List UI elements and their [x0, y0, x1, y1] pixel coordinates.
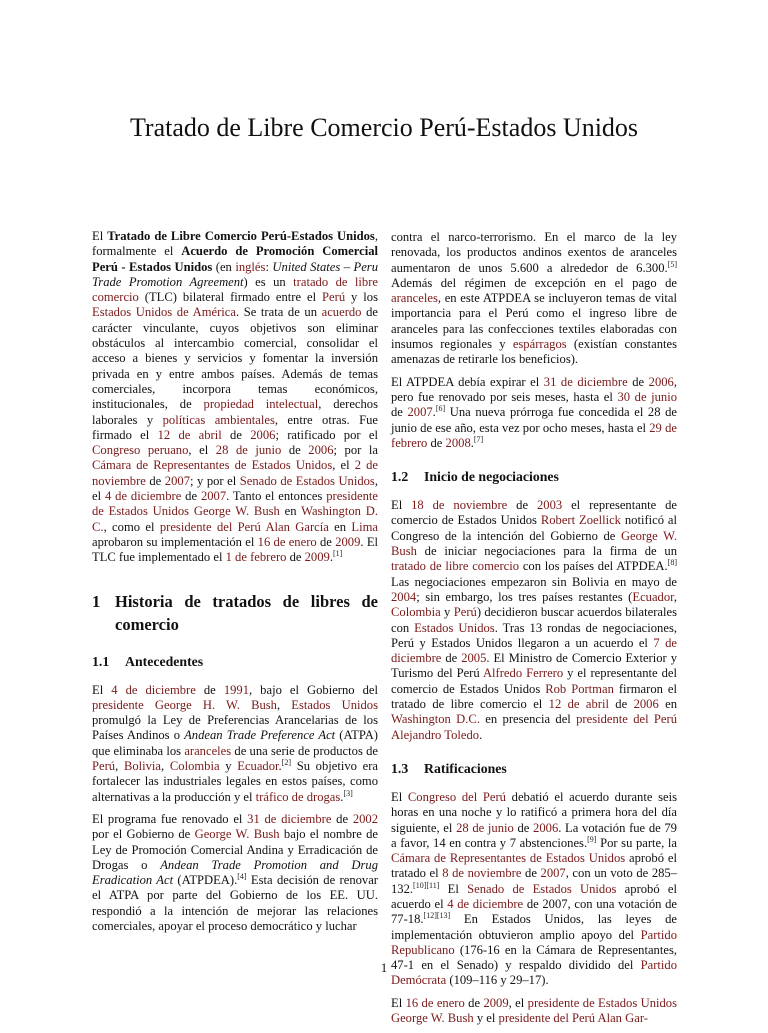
- text-run: y: [219, 759, 238, 774]
- text-run: de carácter vinculante, cuyos objetivos son eliminar obstáculos al intercambio comercial, consolidar el acceso a bienes y servicios y fomentar la inversión privada en y entre ambos países. Además de temas comerciales, incorpora temas económicos, institucionales, de: [92, 305, 378, 412]
- text-run: y el: [473, 1011, 499, 1026]
- subsection-number: 1.1: [92, 653, 110, 669]
- wiki-link[interactable]: 7 de diciembre: [391, 635, 677, 666]
- text-run: de: [521, 866, 541, 881]
- wiki-link[interactable]: 2007: [540, 866, 566, 881]
- wiki-link[interactable]: 2009: [304, 550, 330, 565]
- text-run: aprobó el acuerdo el: [391, 881, 677, 911]
- text-run: notificó al Congreso de la intención del Gobierno de: [391, 513, 677, 543]
- wiki-link[interactable]: 1991: [223, 682, 249, 697]
- text-run: (ATPA) que eliminaba los: [92, 728, 379, 758]
- wiki-link[interactable]: 2 de noviembre: [92, 458, 378, 488]
- text-run: en presencia del: [479, 712, 577, 727]
- text-run: , entre otras. Fue firmado el: [92, 412, 378, 442]
- wiki-link[interactable]: 4 de diciembre: [111, 682, 196, 697]
- wiki-link[interactable]: Alfredo Ferrero: [482, 666, 564, 681]
- reference-marker[interactable]: [4]: [237, 872, 247, 882]
- text-run: (en: [212, 259, 236, 274]
- wiki-link[interactable]: inglés: [235, 259, 266, 274]
- text-run: ,: [115, 759, 124, 774]
- text-run: aprobó el tratado el: [391, 851, 677, 881]
- text-run: . Se trata de un: [235, 305, 322, 320]
- text-run: contra el narco-terrorismo. En el marco de la ley renovada, los productos andinos exentos de aranceles aumentaron de unos 5.600 a alrededor de 6.300.: [391, 230, 677, 275]
- text-run: El: [391, 995, 406, 1010]
- left-column: [92, 229, 378, 941]
- text-run: . El TLC fue implementado el: [92, 534, 379, 565]
- text-run: , formalmente el: [92, 229, 378, 259]
- wiki-link[interactable]: Partido Republicano: [391, 927, 677, 957]
- text-run: de: [286, 550, 305, 565]
- text-run: Una nueva prórroga fue concedida el 28 de junio de ese año, esta vez por ocho meses, hasta el: [391, 405, 677, 435]
- wiki-link[interactable]: 12 de abril: [548, 697, 609, 712]
- text-run: ; y por el: [189, 473, 240, 488]
- wiki-link[interactable]: Ecuador: [237, 759, 279, 774]
- wiki-link[interactable]: 2007: [164, 473, 190, 488]
- paragraph-antecedentes: [92, 683, 378, 805]
- wiki-link[interactable]: Bolivia: [123, 759, 162, 774]
- wiki-link[interactable]: 2009: [483, 995, 509, 1010]
- text-run: firmaron el tratado de libre comercio el: [391, 681, 677, 712]
- wiki-link[interactable]: Robert Zoellick: [540, 513, 621, 528]
- wiki-link[interactable]: presidente de Estados Unidos George W. Bush: [391, 995, 677, 1026]
- right-column: [391, 230, 677, 1033]
- text-run: de: [441, 651, 462, 666]
- reference-marker[interactable]: [12][13]: [423, 911, 451, 921]
- wiki-link[interactable]: Congreso del Perú: [407, 789, 506, 804]
- wiki-link[interactable]: 8 de noviembre: [442, 866, 522, 881]
- text-run: ,: [161, 759, 170, 774]
- text-run: .: [470, 435, 474, 450]
- wiki-link[interactable]: políticas ambientales: [162, 412, 275, 427]
- text-run: de 2007, con una votación de 77-18.: [391, 896, 677, 927]
- subsection-heading-antecedentes: [92, 653, 378, 670]
- wiki-link[interactable]: Lima: [351, 519, 378, 534]
- wiki-link[interactable]: 2002: [352, 811, 378, 826]
- italic-text: Andean Trade Promotion and Drug Eradication Act: [92, 857, 379, 888]
- text-run: en: [279, 504, 302, 519]
- section-title: Historia de tratados de libres de comercio: [115, 591, 378, 634]
- wiki-link[interactable]: espárragos: [512, 337, 567, 352]
- subsection-title: Inicio de negociaciones: [424, 469, 559, 485]
- text-run: Por su parte, la: [596, 835, 677, 850]
- wiki-link[interactable]: George W. Bush: [391, 528, 677, 559]
- wiki-link[interactable]: Washington D. C.: [92, 504, 378, 534]
- wiki-link[interactable]: George W. Bush: [194, 827, 280, 842]
- text-run: , como el: [103, 519, 160, 534]
- text-run: El programa fue renovado el: [92, 811, 248, 826]
- text-run: de: [507, 498, 537, 513]
- text-run: de: [427, 435, 446, 450]
- text-run: El: [92, 682, 112, 697]
- text-run: ,: [276, 697, 292, 712]
- reference-marker[interactable]: [7]: [473, 434, 484, 444]
- text-run: el representante de comercio de Estados Unidos: [391, 498, 678, 528]
- text-run: .: [432, 405, 436, 420]
- wiki-link[interactable]: Estados Unidos: [291, 697, 378, 712]
- text-run: El ATPDEA debía expirar el: [391, 374, 544, 389]
- wiki-link[interactable]: 28 de junio: [215, 443, 282, 458]
- wiki-link[interactable]: 2006: [533, 820, 559, 835]
- wiki-link[interactable]: Congreso peruano: [92, 443, 189, 458]
- italic-text: Andean Trade Preference Act: [184, 728, 336, 743]
- text-run: Su objetivo era fortalecer las industriales legales en estos países, como alternativas a la producción y el: [92, 759, 379, 804]
- reference-marker[interactable]: [3]: [343, 788, 353, 798]
- wiki-link[interactable]: 2003: [536, 498, 563, 513]
- text-run: , el: [508, 995, 528, 1010]
- text-run: de iniciar negociaciones para la firma de un: [416, 544, 677, 559]
- wiki-link[interactable]: Perú: [453, 605, 477, 620]
- wiki-link[interactable]: acuerdo: [321, 305, 362, 320]
- wiki-link[interactable]: propiedad intelectual: [203, 397, 319, 412]
- text-run: de: [145, 473, 165, 488]
- wiki-link[interactable]: Colombia: [169, 759, 220, 774]
- wiki-link[interactable]: 28 de junio: [456, 820, 514, 835]
- text-run: . El Ministro de Comercio Exterior y Turismo del Perú: [391, 651, 677, 681]
- wiki-link[interactable]: 1 de febrero: [225, 550, 287, 565]
- wiki-link[interactable]: Estados Unidos: [414, 620, 495, 635]
- wiki-link[interactable]: Cámara de Representantes de Estados Unidos: [92, 458, 333, 473]
- wiki-link[interactable]: presidente del Perú: [159, 519, 261, 534]
- text-run: , el: [332, 458, 355, 473]
- text-run: El: [439, 881, 468, 896]
- paragraph-atpdea: [391, 375, 677, 451]
- paragraph-ratificaciones: [391, 790, 677, 989]
- text-run: , derechos laborales y: [92, 397, 378, 427]
- wiki-link[interactable]: Partido Demócrata: [391, 958, 677, 988]
- wiki-link[interactable]: 2009: [335, 534, 361, 549]
- reference-marker[interactable]: [9]: [587, 834, 597, 844]
- page-title: Tratado de Libre Comercio Perú-Estados Unidos: [129, 113, 639, 142]
- paragraph-programa: [92, 812, 378, 934]
- reference-marker[interactable]: [5]: [667, 259, 677, 269]
- wiki-link[interactable]: Washington D.C.: [391, 712, 480, 727]
- wiki-link[interactable]: tratado de libre comercio: [391, 559, 520, 574]
- wiki-link[interactable]: 2006: [308, 443, 334, 458]
- text-run: de: [221, 427, 251, 442]
- text-run: ) decidieron buscar acuerdos bilaterales con: [391, 605, 677, 635]
- text-run: .: [278, 759, 282, 774]
- text-run: en: [328, 519, 352, 534]
- bold-text: Acuerdo de Promoción Comercial Perú - Estados Unidos: [92, 244, 378, 274]
- text-run: .: [329, 550, 333, 565]
- wiki-link[interactable]: 29 de febrero: [391, 420, 677, 450]
- text-run: (ATPDEA).: [173, 873, 238, 888]
- wiki-link[interactable]: presidente del Perú Alan Gar-: [498, 1011, 648, 1026]
- text-run: .: [340, 789, 344, 804]
- paragraph-final: [391, 996, 677, 1027]
- wiki-link[interactable]: 18 de noviembre: [411, 498, 508, 513]
- text-run: de: [316, 534, 336, 549]
- bold-text: Tratado de Libre Comercio Perú-Estados Unidos: [107, 229, 375, 243]
- text-run: promulgó la Ley de Preferencias Arancelarias de los Países Andinos o: [92, 713, 378, 743]
- text-run: , bajo el Gobierno del: [249, 682, 379, 697]
- reference-marker[interactable]: [8]: [667, 558, 677, 568]
- text-run: de: [281, 443, 309, 458]
- text-run: y: [440, 605, 454, 620]
- section-number: 1: [92, 591, 101, 611]
- subsection-title: Ratificaciones: [424, 760, 507, 776]
- reference-marker[interactable]: [6]: [435, 404, 446, 414]
- text-run: (176-16 en la Cámara de Representantes, 47-1 en el Senado) y respaldo dividido del: [391, 942, 677, 973]
- text-run: ,: [673, 589, 677, 604]
- paragraph-inicio-negociaciones: [391, 498, 677, 743]
- section-heading-historia: [92, 590, 378, 636]
- wiki-link[interactable]: aranceles: [184, 743, 232, 758]
- text-run: , el: [188, 443, 216, 458]
- text-run: de: [391, 405, 408, 420]
- text-run: . Tras 13 rondas de negociaciones, Perú y Estados Unidos llegaron a un acuerdo el: [391, 620, 677, 650]
- wiki-link[interactable]: 2005: [461, 651, 487, 666]
- text-run: , pero fue renovado por seis meses, hasta el: [391, 374, 677, 404]
- wiki-link[interactable]: 2006: [250, 427, 276, 442]
- intro-paragraph: [92, 229, 378, 566]
- text-run: Además del régimen de excepción en el pago de: [391, 275, 677, 290]
- wiki-link[interactable]: 4 de diciembre: [104, 489, 182, 504]
- reference-marker[interactable]: [2]: [281, 758, 291, 768]
- text-run: y el representante del comercio de Estados Unidos: [391, 666, 677, 696]
- wiki-link[interactable]: 2006: [648, 374, 674, 389]
- wiki-link[interactable]: Perú: [92, 759, 116, 774]
- wiki-link[interactable]: Alan García: [265, 519, 329, 534]
- text-run: debatió el acuerdo durante seis horas en una noche y lo ratificó a primera hora del día siguiente, el: [391, 789, 678, 835]
- text-run: en: [658, 697, 677, 712]
- wiki-link[interactable]: 2007: [407, 405, 433, 420]
- text-run: Esta decisión de renovar el ATPA por parte del Gobierno de los EE. UU. respondió a la intención de mejorar las relaciones comerciales, apoyar el proceso democrático y luchar: [92, 873, 378, 933]
- text-run: (109–116 y 29–17).: [446, 973, 549, 988]
- text-run: (TLC) bilateral firmado entre el: [138, 290, 323, 305]
- text-run: .: [479, 727, 483, 742]
- text-run: de: [181, 489, 201, 504]
- text-run: de una serie de productos de: [231, 743, 378, 758]
- text-run: (existían constantes amenazas de retirarle los beneficios).: [391, 337, 678, 367]
- text-run: ; ratificado por el: [275, 427, 378, 442]
- reference-marker[interactable]: [1]: [332, 549, 343, 559]
- text-run: de: [464, 995, 484, 1010]
- wiki-link[interactable]: Senado de Estados Unidos: [239, 473, 375, 488]
- wiki-link[interactable]: 30 de junio: [617, 389, 678, 404]
- text-run: En Estados Unidos, las leyes de implementación obtuvieron amplio apoyo del: [391, 912, 677, 942]
- text-run: El: [391, 789, 408, 804]
- wiki-link[interactable]: Rob Portman: [545, 681, 614, 696]
- subsection-heading-ratificaciones: [391, 760, 677, 777]
- text-run: de: [608, 697, 634, 712]
- wiki-link[interactable]: aranceles: [391, 291, 438, 306]
- text-run: :: [265, 259, 273, 274]
- reference-marker[interactable]: [10][11]: [413, 880, 440, 890]
- wiki-link[interactable]: presidente del Perú Alejandro Toledo: [391, 712, 678, 742]
- text-run: aprobaron su implementación el: [92, 534, 258, 549]
- wiki-link[interactable]: 2007: [200, 489, 227, 504]
- text-run: bajo el nombre de Ley de Promoción Comercial Andina y Erradicación de Drogas o: [92, 827, 378, 872]
- subsection-number: 1.2: [391, 469, 409, 485]
- wiki-link[interactable]: Colombia: [391, 605, 441, 620]
- subsection-number: 1.3: [391, 760, 409, 776]
- text-run: , con un voto de 285–132.: [391, 866, 678, 896]
- italic-text: United States – Peru Trade Promotion Agreement: [92, 259, 378, 289]
- text-run: de: [513, 820, 534, 835]
- text-run: y los: [345, 290, 378, 305]
- wiki-link[interactable]: presidente de Estados Unidos: [92, 489, 378, 519]
- text-run: ; por la: [333, 443, 378, 458]
- text-run: de: [627, 374, 649, 389]
- text-run: El: [92, 229, 108, 243]
- text-run: ; sin embargo, los tres países restantes (: [416, 589, 633, 604]
- wiki-link[interactable]: Cámara de Representantes de Estados Unidos: [391, 851, 626, 866]
- text-run: de: [331, 811, 353, 826]
- subsection-title: Antecedentes: [125, 653, 204, 669]
- wiki-link[interactable]: Senado de Estados Unidos: [467, 881, 617, 896]
- text-run: con los países del ATPDEA.: [519, 559, 668, 574]
- text-run: ) es un: [243, 274, 294, 289]
- wiki-link[interactable]: 31 de diciembre: [247, 811, 332, 826]
- wiki-link[interactable]: 4 de diciembre: [447, 896, 524, 911]
- wiki-link[interactable]: George W. Bush: [193, 504, 280, 519]
- text-run: . La votación fue de 79 a favor, 14 en contra y 7 abstenciones.: [391, 820, 677, 850]
- text-run: de: [195, 682, 224, 697]
- wiki-link[interactable]: Estados Unidos de América: [92, 305, 236, 320]
- wiki-link[interactable]: tratado de libre comercio: [92, 274, 378, 305]
- wiki-link[interactable]: 2004: [391, 589, 417, 604]
- text-run: por el Gobierno de: [92, 827, 195, 842]
- wiki-link[interactable]: 16 de enero: [405, 995, 465, 1010]
- wiki-link[interactable]: 2006: [633, 697, 659, 712]
- text-run: , en este ATPDEA se incluyeron temas de vital importancia para el Perú como el ingreso libre de aranceles para las confecciones textiles elaboradas con insumos regionales y: [391, 291, 677, 352]
- text-run: El: [391, 498, 412, 513]
- text-run: . Tanto el entonces: [226, 489, 327, 504]
- page-number: 1: [380, 960, 388, 975]
- wiki-link[interactable]: 12 de abril: [157, 427, 222, 442]
- text-run: Las negociaciones empezaron sin Bolivia en mayo de: [391, 574, 677, 589]
- text-run: , el: [92, 473, 378, 504]
- wiki-link[interactable]: 31 de diciembre: [543, 374, 628, 389]
- wiki-link[interactable]: Ecuador: [632, 589, 674, 604]
- wiki-link[interactable]: presidente George H. W. Bush: [92, 697, 277, 712]
- wiki-link[interactable]: tráfico de drogas: [255, 789, 341, 804]
- subsection-heading-inicio: [391, 468, 677, 485]
- wiki-link[interactable]: Perú: [322, 290, 346, 305]
- paragraph-programa-continued: [391, 230, 677, 368]
- wiki-link[interactable]: 16 de enero: [257, 534, 317, 549]
- wiki-link[interactable]: 2008: [445, 435, 471, 450]
